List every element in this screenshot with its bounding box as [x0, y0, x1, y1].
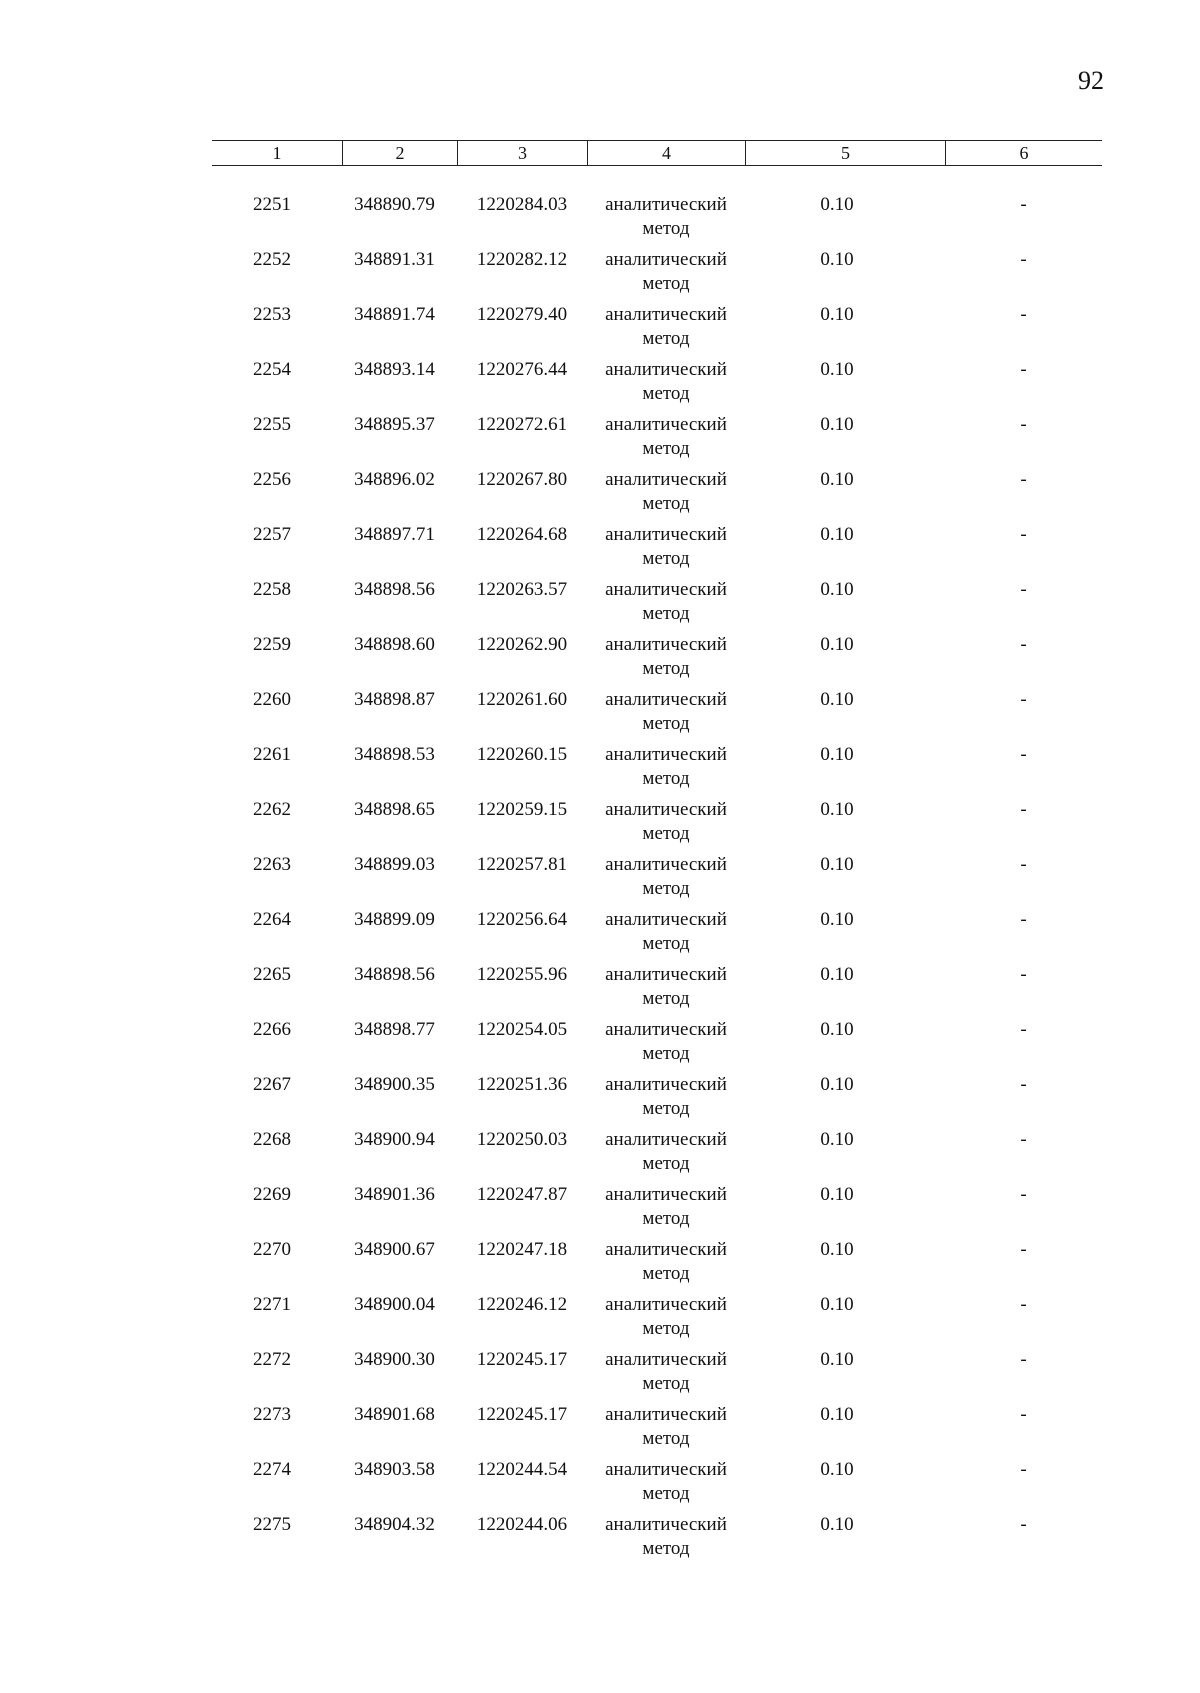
method-cell	[587, 1348, 745, 1403]
note-cell: -	[1020, 1129, 1027, 1150]
column-header-3: 3	[457, 141, 587, 165]
note-cell: -	[1020, 964, 1027, 985]
x-coordinate-cell: 348900.67	[354, 1239, 435, 1260]
method-line-1: аналитический	[605, 744, 727, 765]
point-number-cell: 2264	[253, 909, 291, 930]
method-cell	[587, 193, 745, 248]
y-coordinate-cell: 1220245.17	[476, 1404, 568, 1425]
table-row	[212, 963, 1102, 1018]
y-coordinate-cell: 1220267.80	[476, 469, 568, 490]
method-line-2: метод	[642, 548, 690, 569]
table-row	[212, 1238, 1102, 1293]
method-line-1: аналитический	[605, 799, 727, 820]
y-coordinate-cell: 1220246.12	[476, 1294, 568, 1315]
x-coordinate-cell: 348898.77	[354, 1019, 435, 1040]
method-line-1: аналитический	[605, 249, 727, 270]
table-row	[212, 1183, 1102, 1238]
method-cell	[587, 413, 745, 468]
method-cell	[587, 798, 745, 853]
table-row	[212, 248, 1102, 303]
y-coordinate-cell: 1220256.64	[476, 909, 568, 930]
accuracy-cell: 0.10	[820, 1184, 854, 1205]
point-number-cell: 2275	[253, 1514, 291, 1535]
method-line-1: аналитический	[605, 1514, 727, 1535]
x-coordinate-cell: 348900.04	[354, 1294, 435, 1315]
accuracy-cell: 0.10	[820, 579, 854, 600]
accuracy-cell: 0.10	[820, 1074, 854, 1095]
note-cell: -	[1020, 524, 1027, 545]
method-line-2: метод	[642, 713, 690, 734]
x-coordinate-cell: 348896.02	[354, 469, 435, 490]
method-cell	[587, 908, 745, 963]
x-coordinate-cell: 348890.79	[354, 194, 435, 215]
y-coordinate-cell: 1220250.03	[476, 1129, 568, 1150]
point-number-cell: 2251	[253, 194, 291, 215]
method-line-2: метод	[642, 1318, 690, 1339]
point-number-cell: 2269	[253, 1184, 291, 1205]
table-row	[212, 523, 1102, 578]
table-row	[212, 1073, 1102, 1128]
method-line-1: аналитический	[605, 1074, 727, 1095]
table-row	[212, 1348, 1102, 1403]
point-number-cell: 2255	[253, 414, 291, 435]
table-row	[212, 1128, 1102, 1183]
table-row	[212, 303, 1102, 358]
table-row	[212, 1513, 1102, 1568]
method-cell	[587, 1458, 745, 1513]
point-number-cell: 2268	[253, 1129, 291, 1150]
point-number-cell: 2267	[253, 1074, 291, 1095]
method-cell	[587, 1403, 745, 1458]
method-cell	[587, 633, 745, 688]
note-cell: -	[1020, 854, 1027, 875]
column-header-6: 6	[945, 141, 1102, 165]
table-row	[212, 578, 1102, 633]
x-coordinate-cell: 348904.32	[354, 1514, 435, 1535]
y-coordinate-cell: 1220272.61	[476, 414, 568, 435]
y-coordinate-cell: 1220247.87	[476, 1184, 568, 1205]
method-line-1: аналитический	[605, 1129, 727, 1150]
accuracy-cell: 0.10	[820, 964, 854, 985]
method-line-1: аналитический	[605, 1239, 727, 1260]
method-cell	[587, 358, 745, 413]
x-coordinate-cell: 348899.09	[354, 909, 435, 930]
table-body	[212, 193, 1102, 1568]
method-line-2: метод	[642, 658, 690, 679]
point-number-cell: 2263	[253, 854, 291, 875]
accuracy-cell: 0.10	[820, 1459, 854, 1480]
y-coordinate-cell: 1220257.81	[476, 854, 568, 875]
method-line-2: метод	[642, 1483, 690, 1504]
point-number-cell: 2265	[253, 964, 291, 985]
page-number: 92	[1078, 66, 1104, 95]
point-number-cell: 2259	[253, 634, 291, 655]
accuracy-cell: 0.10	[820, 1129, 854, 1150]
accuracy-cell: 0.10	[820, 249, 854, 270]
method-line-1: аналитический	[605, 634, 727, 655]
method-line-1: аналитический	[605, 689, 727, 710]
note-cell: -	[1020, 634, 1027, 655]
note-cell: -	[1020, 579, 1027, 600]
table-row	[212, 743, 1102, 798]
accuracy-cell: 0.10	[820, 359, 854, 380]
x-coordinate-cell: 348891.74	[354, 304, 435, 325]
point-number-cell: 2270	[253, 1239, 291, 1260]
accuracy-cell: 0.10	[820, 524, 854, 545]
method-line-1: аналитический	[605, 304, 727, 325]
method-cell	[587, 1073, 745, 1128]
table-row	[212, 1293, 1102, 1348]
accuracy-cell: 0.10	[820, 1349, 854, 1370]
x-coordinate-cell: 348899.03	[354, 854, 435, 875]
accuracy-cell: 0.10	[820, 1404, 854, 1425]
x-coordinate-cell: 348900.30	[354, 1349, 435, 1370]
method-line-2: метод	[642, 328, 690, 349]
method-cell	[587, 743, 745, 798]
accuracy-cell: 0.10	[820, 689, 854, 710]
point-number-cell: 2272	[253, 1349, 291, 1370]
point-number-cell: 2253	[253, 304, 291, 325]
method-cell	[587, 523, 745, 578]
note-cell: -	[1020, 1349, 1027, 1370]
method-line-2: метод	[642, 1043, 690, 1064]
x-coordinate-cell: 348898.65	[354, 799, 435, 820]
method-line-1: аналитический	[605, 1349, 727, 1370]
y-coordinate-cell: 1220244.54	[476, 1459, 568, 1480]
method-cell	[587, 1183, 745, 1238]
method-cell	[587, 303, 745, 358]
y-coordinate-cell: 1220279.40	[476, 304, 568, 325]
table-row	[212, 1018, 1102, 1073]
accuracy-cell: 0.10	[820, 744, 854, 765]
y-coordinate-cell: 1220244.06	[476, 1514, 568, 1535]
note-cell: -	[1020, 304, 1027, 325]
x-coordinate-cell: 348898.53	[354, 744, 435, 765]
method-line-2: метод	[642, 823, 690, 844]
y-coordinate-cell: 1220255.96	[476, 964, 568, 985]
y-coordinate-cell: 1220284.03	[476, 194, 568, 215]
column-header-2: 2	[342, 141, 457, 165]
point-number-cell: 2260	[253, 689, 291, 710]
point-number-cell: 2273	[253, 1404, 291, 1425]
method-line-2: метод	[642, 273, 690, 294]
accuracy-cell: 0.10	[820, 1514, 854, 1535]
method-cell	[587, 1238, 745, 1293]
method-line-1: аналитический	[605, 469, 727, 490]
method-line-2: метод	[642, 218, 690, 239]
point-number-cell: 2258	[253, 579, 291, 600]
x-coordinate-cell: 348901.68	[354, 1404, 435, 1425]
column-header-4: 4	[587, 141, 745, 165]
method-cell	[587, 1293, 745, 1348]
method-cell	[587, 248, 745, 303]
column-header-1: 1	[272, 143, 282, 163]
point-number-cell: 2256	[253, 469, 291, 490]
y-coordinate-cell: 1220276.44	[476, 359, 568, 380]
method-line-2: метод	[642, 933, 690, 954]
table-row	[212, 688, 1102, 743]
y-coordinate-cell: 1220245.17	[476, 1349, 568, 1370]
method-line-2: метод	[642, 493, 690, 514]
accuracy-cell: 0.10	[820, 909, 854, 930]
y-coordinate-cell: 1220262.90	[476, 634, 568, 655]
table-row	[212, 358, 1102, 413]
accuracy-cell: 0.10	[820, 1019, 854, 1040]
table-row	[212, 853, 1102, 908]
method-line-2: метод	[642, 878, 690, 899]
method-line-1: аналитический	[605, 964, 727, 985]
method-line-2: метод	[642, 1208, 690, 1229]
point-number-cell: 2252	[253, 249, 291, 270]
y-coordinate-cell: 1220264.68	[476, 524, 568, 545]
method-line-1: аналитический	[605, 359, 727, 380]
method-cell	[587, 1513, 745, 1568]
accuracy-cell: 0.10	[820, 854, 854, 875]
point-number-cell: 2257	[253, 524, 291, 545]
method-line-2: метод	[642, 603, 690, 624]
method-line-2: метод	[642, 1538, 690, 1559]
note-cell: -	[1020, 1074, 1027, 1095]
table-row	[212, 413, 1102, 468]
column-header-5: 5	[745, 141, 945, 165]
accuracy-cell: 0.10	[820, 1239, 854, 1260]
note-cell: -	[1020, 1019, 1027, 1040]
note-cell: -	[1020, 469, 1027, 490]
note-cell: -	[1020, 359, 1027, 380]
point-number-cell: 2262	[253, 799, 291, 820]
note-cell: -	[1020, 744, 1027, 765]
method-line-2: метод	[642, 1098, 690, 1119]
table-row	[212, 1403, 1102, 1458]
x-coordinate-cell: 348900.35	[354, 1074, 435, 1095]
method-cell	[587, 963, 745, 1018]
method-line-2: метод	[642, 383, 690, 404]
method-line-1: аналитический	[605, 854, 727, 875]
method-line-2: метод	[642, 1373, 690, 1394]
method-cell	[587, 1128, 745, 1183]
method-line-1: аналитический	[605, 1294, 727, 1315]
table-row	[212, 633, 1102, 688]
method-line-1: аналитический	[605, 194, 727, 215]
note-cell: -	[1020, 194, 1027, 215]
accuracy-cell: 0.10	[820, 304, 854, 325]
note-cell: -	[1020, 799, 1027, 820]
table-row	[212, 798, 1102, 853]
y-coordinate-cell: 1220259.15	[476, 799, 568, 820]
method-line-2: метод	[642, 1153, 690, 1174]
point-number-cell: 2274	[253, 1459, 291, 1480]
method-line-1: аналитический	[605, 1184, 727, 1205]
coordinates-table	[212, 140, 1102, 1568]
method-line-2: метод	[642, 1428, 690, 1449]
accuracy-cell: 0.10	[820, 799, 854, 820]
note-cell: -	[1020, 414, 1027, 435]
method-cell	[587, 468, 745, 523]
note-cell: -	[1020, 249, 1027, 270]
accuracy-cell: 0.10	[820, 1294, 854, 1315]
table-row	[212, 468, 1102, 523]
accuracy-cell: 0.10	[820, 634, 854, 655]
accuracy-cell: 0.10	[820, 194, 854, 215]
y-coordinate-cell: 1220282.12	[476, 249, 568, 270]
table-row	[212, 908, 1102, 963]
note-cell: -	[1020, 689, 1027, 710]
note-cell: -	[1020, 1404, 1027, 1425]
method-line-1: аналитический	[605, 1019, 727, 1040]
x-coordinate-cell: 348895.37	[354, 414, 435, 435]
x-coordinate-cell: 348891.31	[354, 249, 435, 270]
method-line-1: аналитический	[605, 1404, 727, 1425]
method-line-1: аналитический	[605, 414, 727, 435]
method-line-2: метод	[642, 988, 690, 1009]
y-coordinate-cell: 1220251.36	[476, 1074, 568, 1095]
x-coordinate-cell: 348898.87	[354, 689, 435, 710]
y-coordinate-cell: 1220261.60	[476, 689, 568, 710]
x-coordinate-cell: 348898.60	[354, 634, 435, 655]
point-number-cell: 2266	[253, 1019, 291, 1040]
y-coordinate-cell: 1220247.18	[476, 1239, 568, 1260]
method-line-2: метод	[642, 438, 690, 459]
method-line-1: аналитический	[605, 579, 727, 600]
point-number-cell: 2254	[253, 359, 291, 380]
table-row	[212, 193, 1102, 248]
x-coordinate-cell: 348901.36	[354, 1184, 435, 1205]
note-cell: -	[1020, 1294, 1027, 1315]
table-header	[212, 140, 1102, 166]
y-coordinate-cell: 1220260.15	[476, 744, 568, 765]
method-cell	[587, 578, 745, 633]
method-line-2: метод	[642, 1263, 690, 1284]
note-cell: -	[1020, 1514, 1027, 1535]
x-coordinate-cell: 348900.94	[354, 1129, 435, 1150]
method-line-1: аналитический	[605, 524, 727, 545]
y-coordinate-cell: 1220254.05	[476, 1019, 568, 1040]
x-coordinate-cell: 348898.56	[354, 579, 435, 600]
table-row	[212, 1458, 1102, 1513]
method-line-2: метод	[642, 768, 690, 789]
method-line-1: аналитический	[605, 1459, 727, 1480]
method-cell	[587, 1018, 745, 1073]
note-cell: -	[1020, 1239, 1027, 1260]
note-cell: -	[1020, 909, 1027, 930]
x-coordinate-cell: 348898.56	[354, 964, 435, 985]
method-cell	[587, 853, 745, 908]
point-number-cell: 2271	[253, 1294, 291, 1315]
method-line-1: аналитический	[605, 909, 727, 930]
x-coordinate-cell: 348893.14	[354, 359, 435, 380]
note-cell: -	[1020, 1184, 1027, 1205]
method-cell	[587, 688, 745, 743]
note-cell: -	[1020, 1459, 1027, 1480]
y-coordinate-cell: 1220263.57	[476, 579, 568, 600]
accuracy-cell: 0.10	[820, 469, 854, 490]
x-coordinate-cell: 348897.71	[354, 524, 435, 545]
accuracy-cell: 0.10	[820, 414, 854, 435]
point-number-cell: 2261	[253, 744, 291, 765]
x-coordinate-cell: 348903.58	[354, 1459, 435, 1480]
